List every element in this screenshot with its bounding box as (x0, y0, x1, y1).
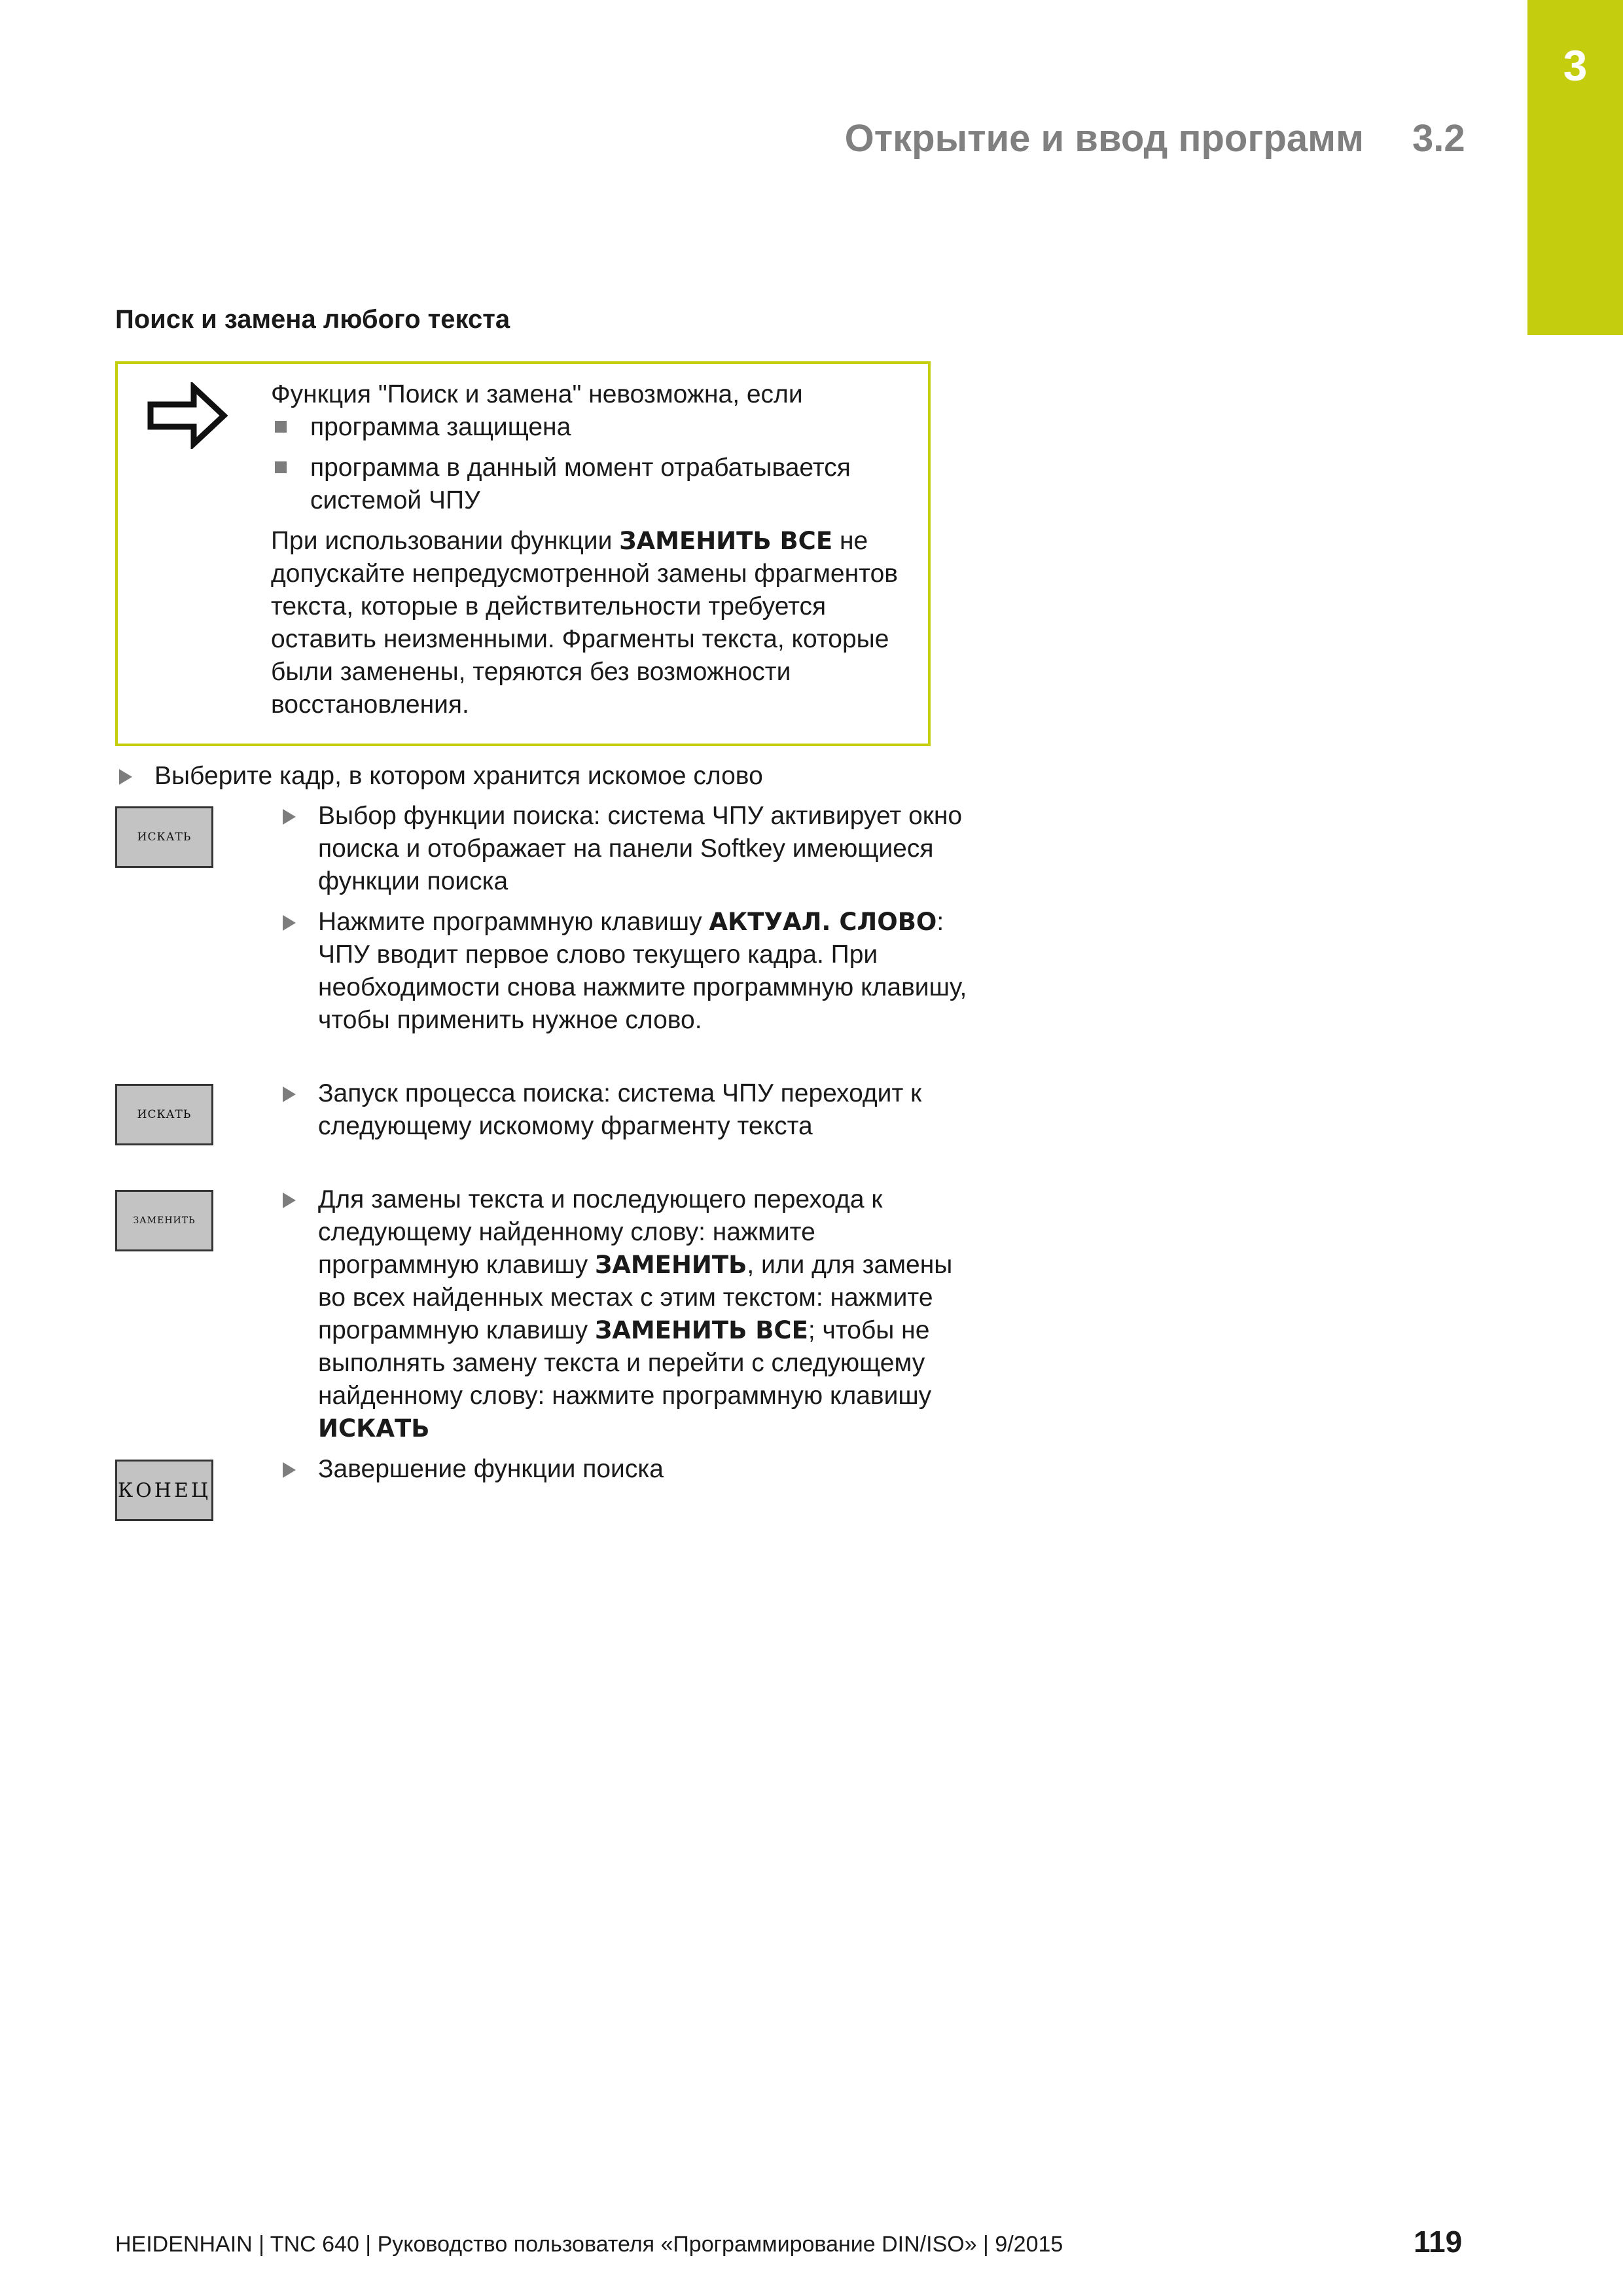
softkey-label: КОНЕЦ (117, 1479, 211, 1502)
step-text: Выберите кадр, в котором хранится искомое слово (154, 762, 763, 790)
note-bullet-text: программа защищена (310, 413, 571, 441)
softkey-label: ИСКАТЬ (137, 831, 192, 844)
step-arrow-icon (283, 1086, 296, 1102)
step-search-function (279, 800, 972, 898)
step-end-search (279, 1453, 972, 1486)
square-bullet-icon (275, 461, 287, 473)
header-title: Открытие и ввод программ (844, 117, 1364, 160)
step-text: Нажмите программную клавишу (318, 908, 709, 936)
note-bullet (271, 411, 919, 444)
step-text: ; чтобы не выполнять замену текста и перейти с следующему найденному слову: нажмите программную клавишу (318, 1316, 932, 1410)
section-heading: Поиск и замена любого текста (115, 305, 510, 334)
step-arrow-icon (283, 915, 296, 931)
note-intro: Функция "Поиск и замена" невозможна, если (271, 380, 803, 408)
note-paragraph-bold: ЗАМЕНИТЬ ВСЕ (619, 527, 833, 555)
square-bullet-icon (275, 421, 287, 433)
step-text: , или для замены во всех найденных местах с этим текстом: нажмите программную клавишу (318, 1251, 953, 1344)
end-softkey[interactable] (115, 1460, 213, 1521)
step-arrow-icon (283, 1193, 296, 1208)
note-paragraph-text: При использовании функции (271, 527, 620, 555)
step-start-search (279, 1077, 972, 1143)
header-section-number: 3.2 (1412, 117, 1465, 160)
step-text: Завершение функции поиска (318, 1455, 664, 1483)
step-bold: АКТУАЛ. СЛОВО (709, 908, 937, 936)
step-bold: ИСКАТЬ (318, 1414, 430, 1443)
step-text: Запуск процесса поиска: система ЧПУ переходит к следующему искомому фрагменту текста (318, 1079, 922, 1140)
note-paragraph (271, 525, 919, 721)
softkey-label: ИСКАТЬ (137, 1108, 192, 1121)
step-text: Выбор функции поиска: система ЧПУ активирует окно поиска и отображает на панели Softkey имеющиеся функции поиска (318, 802, 963, 895)
note-box (115, 361, 931, 746)
note-bullet-text: программа в данный момент отрабатывается системой ЧПУ (310, 454, 851, 514)
search-softkey[interactable] (115, 806, 213, 868)
step-replace (279, 1183, 972, 1445)
step-arrow-icon (283, 809, 296, 825)
chapter-number: 3 (1563, 41, 1588, 90)
step-bold: ЗАМЕНИТЬ (594, 1251, 747, 1279)
arrow-right-outline-icon (147, 382, 228, 449)
search-softkey[interactable] (115, 1084, 213, 1145)
step-current-word (279, 906, 972, 1037)
softkey-label: ЗАМЕНИТЬ (133, 1215, 196, 1226)
step-arrow-icon (119, 769, 132, 785)
replace-softkey[interactable] (115, 1190, 213, 1251)
step-bold: ЗАМЕНИТЬ ВСЕ (594, 1316, 808, 1344)
note-content (271, 378, 919, 721)
note-paragraph-text: не допускайте непредусмотренной замены фрагментов текста, которые в действительности требуется оставить неизменными. Фрагменты текста, которые были заменены, теряются без возможности восстановления. (271, 527, 898, 719)
step-text: : ЧПУ вводит первое слово текущего кадра. При необходимости снова нажмите программную клавишу, чтобы применить нужное слово. (318, 908, 967, 1034)
note-bullet (271, 452, 919, 517)
step-arrow-icon (283, 1462, 296, 1478)
page-number: 119 (1414, 2225, 1463, 2259)
step-text: Для замены текста и последующего перехода к следующему найденному слову: нажмите программную клавишу (318, 1185, 883, 1279)
step-select-block (115, 760, 1005, 793)
footer-text: HEIDENHAIN | TNC 640 | Руководство пользователя «Программирование DIN/ISO» | 9/2015 (115, 2232, 1063, 2257)
chapter-tab (1527, 0, 1623, 335)
